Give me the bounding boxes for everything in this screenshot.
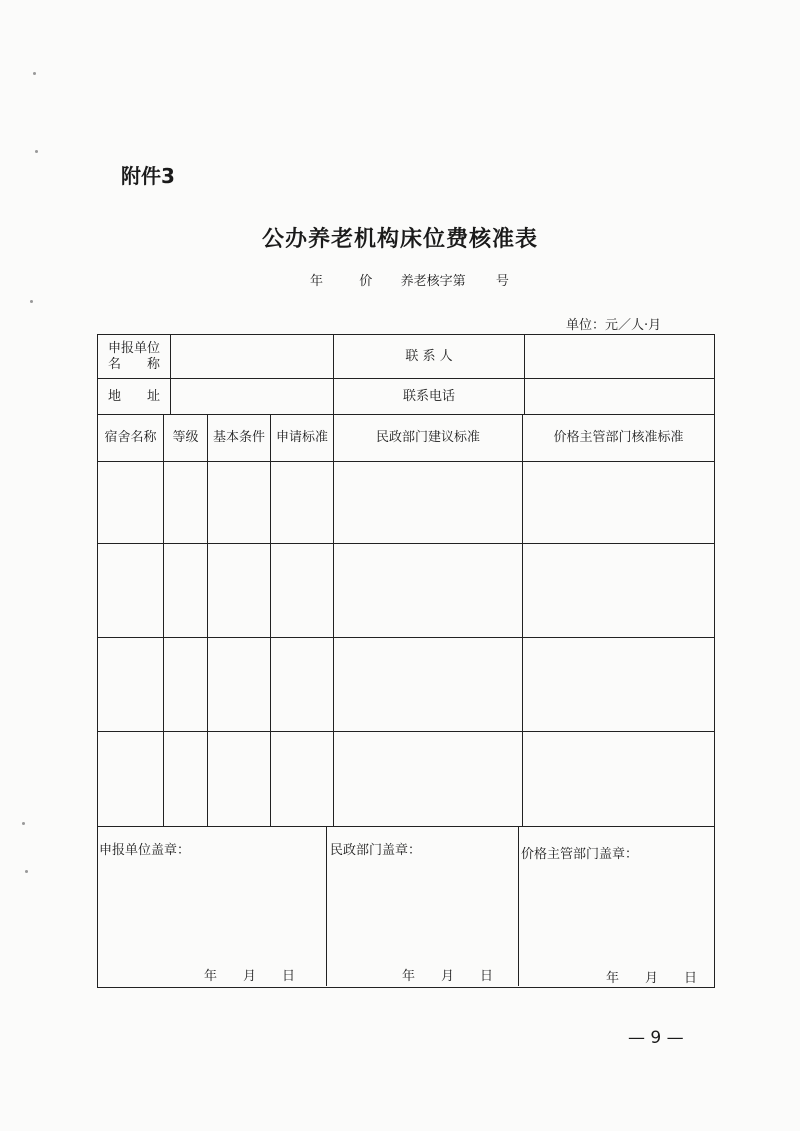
form-title: 公办养老机构床位费核准表 [261, 227, 538, 252]
contact-person-field[interactable] [525, 335, 714, 378]
contact-phone-label: 联系电话 [402, 388, 455, 404]
col-header-grade: 等级 [172, 430, 199, 445]
scan-speck [22, 822, 25, 825]
scan-speck [35, 150, 38, 153]
col-header-civil-affairs-standard: 民政部门建议标准 [375, 430, 480, 445]
col-divider [207, 414, 208, 826]
doc-ref: 养老核字第 [400, 274, 466, 289]
price-dept-seal-label: 价格主管部门盖章： [521, 847, 639, 862]
contact-person-label: 联 系 人 [405, 348, 453, 364]
page-number: — 9 — [628, 1028, 684, 1048]
document-number [310, 270, 509, 289]
civil-affairs-date: 年 月 日 [402, 969, 494, 984]
doc-year: 年 [310, 274, 324, 289]
doc-price: 价 [359, 274, 373, 289]
col-header-basic-conditions: 基本条件 [212, 430, 265, 445]
scan-speck [33, 72, 36, 75]
col-divider [163, 414, 164, 826]
applicant-name-label-line2: 名 称 [107, 356, 160, 372]
row-divider [97, 461, 715, 462]
col-header-dorm-name: 宿舍名称 [104, 430, 157, 445]
col-divider [518, 826, 519, 986]
row-divider [97, 543, 715, 544]
col-divider [270, 414, 271, 826]
applicant-seal-label: 申报单位盖章： [99, 843, 191, 858]
applicant-name-label [98, 335, 170, 378]
row-divider [97, 731, 715, 732]
contact-phone-field[interactable] [525, 379, 714, 414]
applicant-name-label-line1: 申报单位 [107, 340, 160, 356]
doc-num: 号 [495, 274, 509, 289]
scan-speck [25, 870, 28, 873]
row-divider [97, 637, 715, 638]
attachment-label: 附件3 [121, 164, 175, 188]
address-field[interactable] [171, 379, 333, 414]
row-divider [97, 826, 715, 827]
price-dept-date: 年 月 日 [606, 971, 698, 986]
applicant-date: 年 月 日 [204, 969, 296, 984]
col-header-price-dept-standard: 价格主管部门核准标准 [553, 430, 684, 445]
applicant-name-field[interactable] [171, 335, 333, 378]
col-divider [522, 414, 523, 826]
scan-speck [30, 300, 33, 303]
unit-label: 单位：元／人·月 [566, 318, 662, 333]
address-label: 地 址 [107, 388, 160, 404]
civil-affairs-seal-label: 民政部门盖章： [330, 843, 422, 858]
col-divider [326, 826, 327, 986]
col-header-requested-standard: 申请标准 [275, 430, 328, 445]
col-divider [333, 414, 334, 826]
